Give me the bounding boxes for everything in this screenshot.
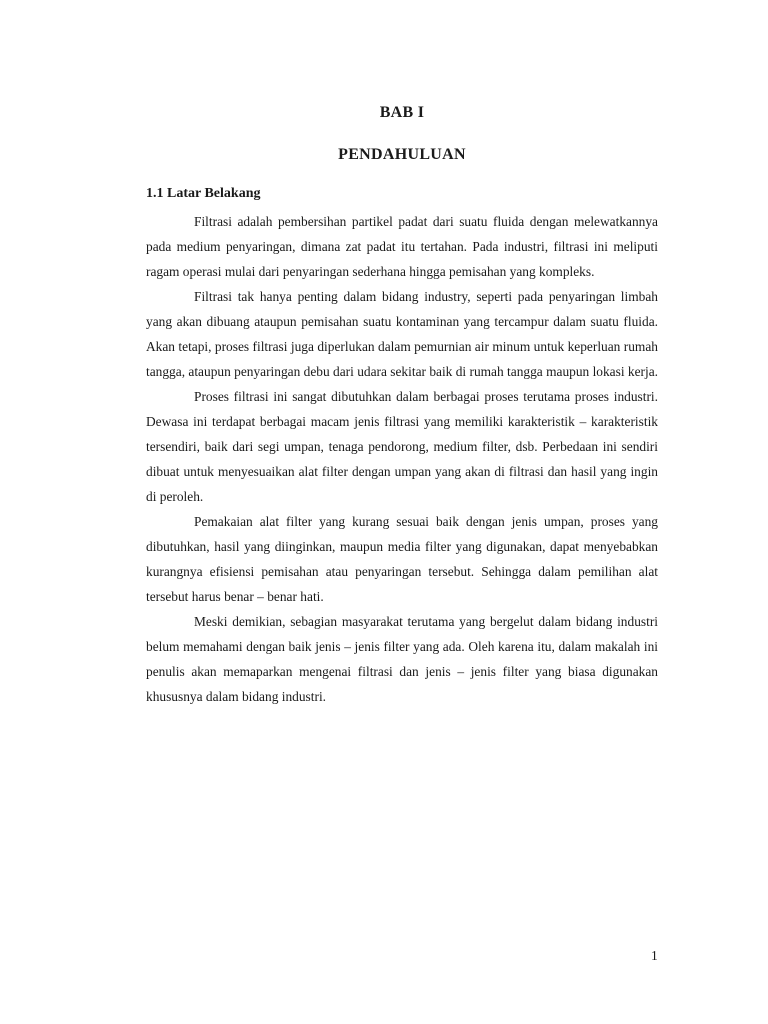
body-text (146, 209, 658, 709)
paragraph: Proses filtrasi ini sangat dibutuhkan dalam berbagai proses terutama proses industri. Dewasa ini terdapat berbagai macam jenis filtrasi yang memiliki karakteristik – karakteristik tersendiri, baik dari segi umpan, tenaga pendorong, medium filter, dsb. Perbedaan ini sendiri dibuat untuk menyesuaikan alat filter dengan umpan yang akan di filtrasi dan hasil yang ingin di peroleh. (146, 389, 658, 504)
page-number: 1 (651, 948, 658, 963)
paragraph: Filtrasi tak hanya penting dalam bidang industry, seperti pada penyaringan limbah yang akan dibuang ataupun pemisahan suatu kontaminan yang tercampur dalam suatu fluida. Akan tetapi, proses filtrasi juga diperlukan dalam pemurnian air minum untuk keperluan rumah tangga, ataupun penyaringan debu dari udara sekitar baik di rumah tangga maupun lokasi kerja. (146, 289, 659, 379)
chapter-title: BAB I (379, 104, 425, 121)
chapter-subtitle: PENDAHULUAN (338, 146, 466, 163)
paragraph: Filtrasi adalah pembersihan partikel padat dari suatu fluida dengan melewatkannya pada medium penyaringan, dimana zat padat itu tertahan. Pada industri, filtrasi ini meliputi ragam operasi mulai dari penyaringan sederhana hingga pemisahan yang kompleks. (146, 214, 658, 279)
paragraph: Pemakaian alat filter yang kurang sesuai baik dengan jenis umpan, proses yang dibutuhkan, hasil yang diinginkan, maupun media filter yang digunakan, dapat menyebabkan kurangnya efisiensi pemisahan atau penyaringan tersebut. Sehingga dalam pemilihan alat tersebut harus benar – benar hati. (146, 514, 658, 604)
paragraph: Meski demikian, sebagian masyarakat terutama yang bergelut dalam bidang industri belum memahami dengan baik jenis – jenis filter yang ada. Oleh karena itu, dalam makalah ini penulis akan memaparkan mengenai filtrasi dan jenis – jenis filter yang biasa digunakan khususnya dalam bidang industri. (146, 614, 658, 704)
section-heading: 1.1 Latar Belakang (146, 186, 261, 201)
